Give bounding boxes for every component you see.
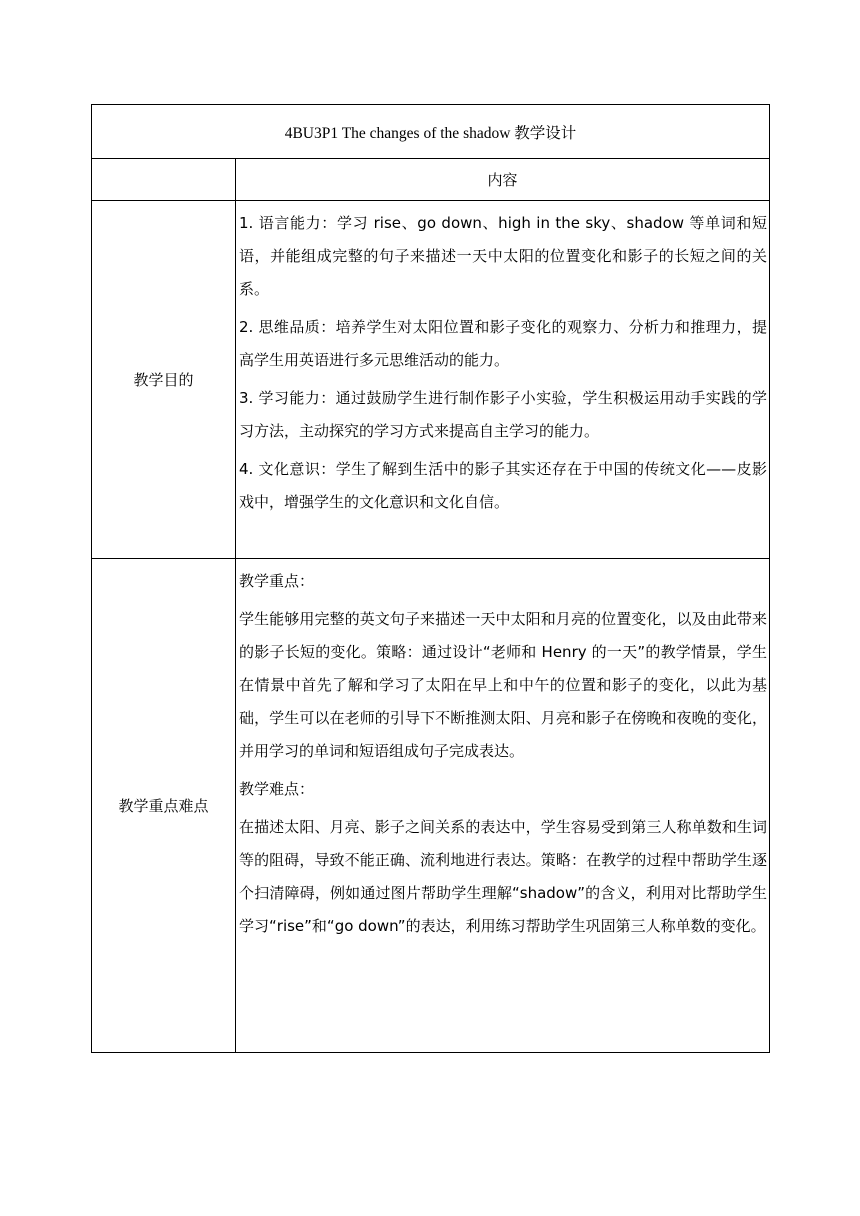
lesson-plan-table [91, 104, 770, 1053]
difficulty-text: 在描述太阳、月亮、影子之间关系的表达中，学生容易受到第三人称单数和生词等的阻碍，导致不能正确、流利地进行表达。策略：在教学的过程中帮助学生逐个扫清障碍，例如通过图片帮助学生理解“shadow”的含义，利用对比帮助学生学习“rise”和“go down”的表达，利用练习帮助学生巩固第三人称单数的变化。 [239, 818, 768, 935]
objectives-label: 教学目的 [92, 201, 236, 559]
difficulty-heading: 教学难点： [239, 780, 315, 798]
objective-language: 1. 语言能力：学习 rise、go down、high in the sky、shadow 等单词和短语，并能组成完整的句子来描述一天中太阳的位置变化和影子的长短之间的关系。 [239, 214, 768, 298]
objective-thinking: 2. 思维品质：培养学生对太阳位置和影子变化的观察力、分析力和推理力，提高学生用英语进行多元思维活动的能力。 [239, 318, 768, 369]
title-row [92, 105, 770, 159]
focus-row [92, 559, 770, 1053]
header-content-cell: 内容 [236, 159, 770, 201]
header-row [92, 159, 770, 201]
key-point-heading: 教学重点： [239, 572, 315, 590]
key-point-text: 学生能够用完整的英文句子来描述一天中太阳和月亮的位置变化，以及由此带来的影子长短的变化。策略：通过设计“老师和 Henry 的一天”的教学情景，学生在情景中首先了解和学习了太阳在早上和中午的位置和影子的变化，以此为基础，学生可以在老师的引导下不断推测太阳、月亮和影子在傍晚和夜晚的变化，并用学习的单词和短语组成句子完成表达。 [239, 610, 768, 760]
objectives-content [236, 201, 770, 559]
header-label-cell [92, 159, 236, 201]
focus-label: 教学重点难点 [92, 559, 236, 1053]
table-title: 4BU3P1 The changes of the shadow 教学设计 [92, 105, 770, 159]
objective-learning: 3. 学习能力：通过鼓励学生进行制作影子小实验，学生积极运用动手实践的学习方法，主动探究的学习方式来提高自主学习的能力。 [239, 389, 768, 440]
focus-content [236, 559, 770, 1053]
objective-culture: 4. 文化意识：学生了解到生活中的影子其实还存在于中国的传统文化——皮影戏中，增强学生的文化意识和文化自信。 [239, 460, 768, 511]
objectives-row [92, 201, 770, 559]
